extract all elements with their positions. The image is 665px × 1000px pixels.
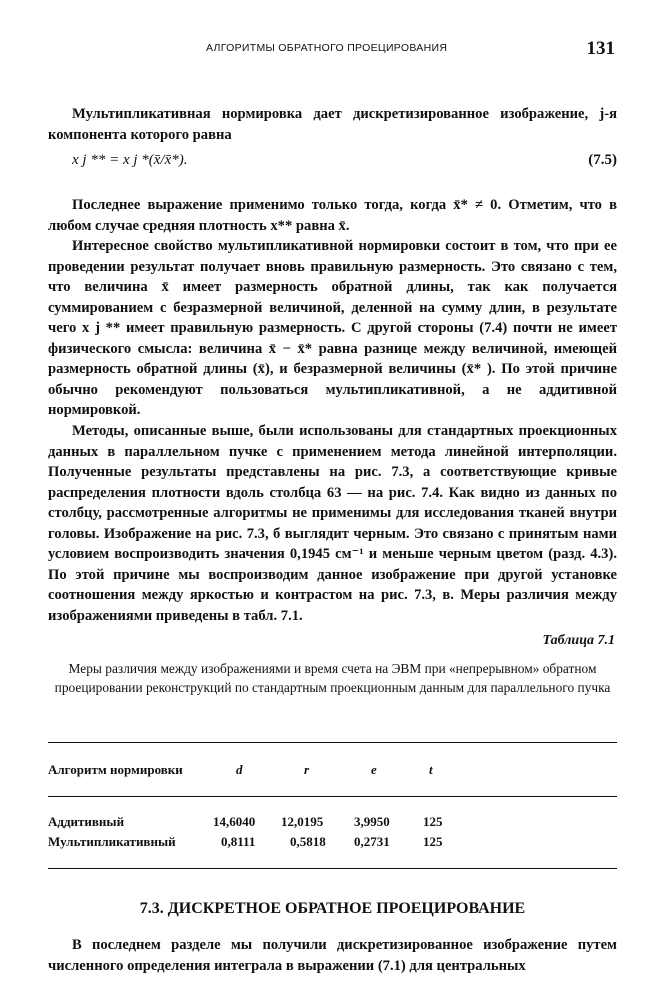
equation-number: (7.5)	[588, 152, 617, 168]
table-cell: 3,9950	[354, 814, 390, 829]
section-paragraph: В последнем разделе мы получили дискретизированное изображение путем численного определения интеграла в выражении (7.1) для центральных	[48, 937, 617, 974]
table-cell: 125	[423, 814, 443, 829]
table-row	[48, 834, 617, 854]
table-caption: Меры различия между изображениями и время счета на ЭВМ при «непрерывном» обратном проецировании реконструкций по стандартным проекционным данным для параллельного пучка	[54, 661, 611, 695]
section-title: 7.3. ДИСКРЕТНОЕ ОБРАТНОЕ ПРОЕЦИРОВАНИЕ	[139, 900, 526, 917]
page-number: 131	[586, 38, 615, 59]
table-header-cell: d	[236, 762, 243, 777]
table-cell: 0,2731	[354, 834, 390, 849]
table-header-rule	[48, 796, 617, 797]
table-header-cell: e	[371, 762, 377, 777]
running-title: АЛГОРИТМЫ ОБРАТНОГО ПРОЕЦИРОВАНИЯ	[206, 42, 448, 54]
table-cell: 12,0195	[281, 814, 324, 829]
table-cell: 125	[423, 834, 443, 849]
equation-7-5	[48, 150, 617, 174]
table-cell: 0,8111	[221, 834, 256, 849]
table-cell: Аддитивный	[48, 814, 125, 829]
table-header-cell: t	[429, 762, 433, 777]
page-header	[48, 38, 615, 64]
paragraph-2: Последнее выражение применимо только тогда, когда x̄* ≠ 0. Отметим, что в любом случае средняя плотность x** равна x̄.	[48, 197, 617, 234]
table-row	[48, 814, 617, 834]
table-header-row	[48, 762, 617, 782]
table-cell: 14,6040	[213, 814, 256, 829]
table-cell: 0,5818	[290, 834, 326, 849]
table-label: Таблица 7.1	[542, 633, 615, 648]
equation-formula: x j ** = x j *(x̄/x̄*).	[72, 152, 188, 168]
paragraph-1: Мультипликативная нормировка дает дискретизированное изображение, j-я компонента которого равна	[48, 106, 617, 143]
table-top-rule	[48, 742, 617, 743]
table-bottom-rule	[48, 868, 617, 869]
paragraph-4: Методы, описанные выше, были использованы для стандартных проекционных данных в параллельном пучке с применением метода линейной интерполяции. Полученные результаты представлены на рис. 7.3, а соответствующие кривые распределения плотности вдоль столбца 63 — на рис. 7.4. Как видно из данных по столбцу, рассмотренные алгоритмы не применимы для исследования тканей внутри головы. Изображение на рис. 7.3, б выглядит черным. Это связано с принятым нами условием воспроизводить значения 0,1945 см⁻¹ и меньше черным цветом (разд. 4.3). По этой причине мы воспроизводим данное изображение при другой установке соотношения между яркостью и контрастом на рис. 7.3, в. Меры различия между изображениями приведены в табл. 7.1.	[48, 423, 617, 624]
paragraph-3: Интересное свойство мультипликативной нормировки состоит в том, что при ее проведении результат получает вновь правильную размерность. Это связано с тем, что величина x̄ имеет размерность обратной длины, так как получается суммированием с безразмерной величиной, деленной на сумму длин, в результате чего x j ** имеет правильную размерность. С другой стороны (7.4) почти не имеет физического смысла: величина x̄ − x̄* равна разнице между величиной, имеющей размерность обратной длины (x̄), и безразмерной величины (x̄* ). По этой причине обычно рекомендуют пользоваться мультипликативной, а не аддитивной нормировкой.	[48, 238, 617, 418]
table-header-cell: r	[304, 762, 310, 777]
table-header-cell: Алгоритм нормировки	[48, 762, 183, 777]
table-cell: Мультипликативный	[48, 834, 176, 849]
